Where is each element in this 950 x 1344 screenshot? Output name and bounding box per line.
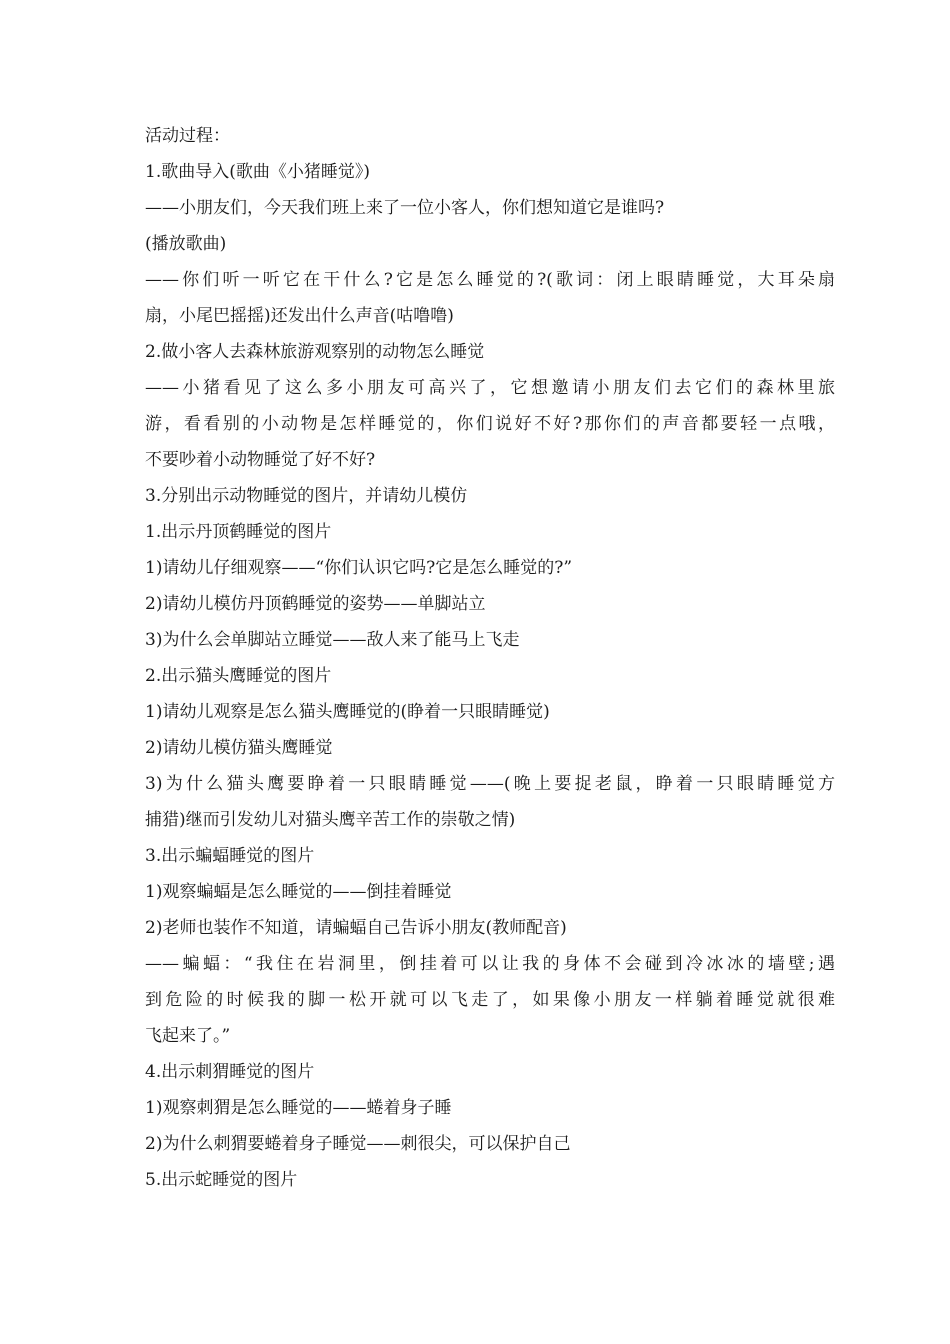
text-line: 3)为什么会单脚站立睡觉——敌人来了能马上飞走 bbox=[145, 630, 520, 650]
text-line: 不要吵着小动物睡觉了好不好? bbox=[145, 450, 376, 470]
text-line: ——小朋友们，今天我们班上来了一位小客人，你们想知道它是谁吗? bbox=[145, 198, 665, 218]
text-line: ——小猪看见了这么多小朋友可高兴了，它想邀请小朋友们去它们的森林里旅 bbox=[145, 378, 835, 398]
text-line: 1)观察刺猬是怎么睡觉的——蜷着身子睡 bbox=[145, 1098, 452, 1118]
text-line: 扇，小尾巴摇摇)还发出什么声音(咕噜噜) bbox=[145, 306, 454, 326]
subsection-heading: 1.出示丹顶鹤睡觉的图片 bbox=[145, 522, 332, 542]
text-line: ——蝙蝠：“我住在岩洞里，倒挂着可以让我的身体不会碰到冷冰冰的墙壁;遇 bbox=[145, 954, 835, 974]
text-line: ——你们听一听它在干什么?它是怎么睡觉的?(歌词：闭上眼睛睡觉，大耳朵扇 bbox=[145, 270, 835, 290]
text-line: 2)为什么刺猬要蜷着身子睡觉——刺很尖，可以保护自己 bbox=[145, 1134, 571, 1154]
subsection-heading: 3.出示蝙蝠睡觉的图片 bbox=[145, 846, 315, 866]
text-line: (播放歌曲) bbox=[145, 234, 227, 254]
text-line: 到危险的时候我的脚一松开就可以飞走了，如果像小朋友一样躺着睡觉就很难 bbox=[145, 990, 835, 1010]
text-line: 游，看看别的小动物是怎样睡觉的，你们说好不好?那你们的声音都要轻一点哦， bbox=[145, 414, 835, 434]
section-heading: 1.歌曲导入(歌曲《小猪睡觉》) bbox=[145, 162, 370, 182]
text-line: 2)老师也装作不知道，请蝙蝠自己告诉小朋友(教师配音) bbox=[145, 918, 567, 938]
text-line: 2)请幼儿模仿丹顶鹤睡觉的姿势——单脚站立 bbox=[145, 594, 486, 614]
text-line: 捕猎)继而引发幼儿对猫头鹰辛苦工作的崇敬之情) bbox=[145, 810, 516, 830]
subsection-heading: 4.出示刺猬睡觉的图片 bbox=[145, 1062, 315, 1082]
subsection-heading: 5.出示蛇睡觉的图片 bbox=[145, 1170, 298, 1190]
section-heading: 3.分别出示动物睡觉的图片，并请幼儿模仿 bbox=[145, 486, 468, 506]
text-line: 3)为什么猫头鹰要睁着一只眼睛睡觉——(晚上要捉老鼠，睁着一只眼睛睡觉方 bbox=[145, 774, 835, 794]
text-line: 1)观察蝙蝠是怎么睡觉的——倒挂着睡觉 bbox=[145, 882, 452, 902]
text-line: 飞起来了。” bbox=[145, 1026, 231, 1046]
subsection-heading: 2.出示猫头鹰睡觉的图片 bbox=[145, 666, 332, 686]
text-line: 2)请幼儿模仿猫头鹰睡觉 bbox=[145, 738, 333, 758]
text-line: 1)请幼儿观察是怎么猫头鹰睡觉的(睁着一只眼睛睡觉) bbox=[145, 702, 550, 722]
text-line: 活动过程： bbox=[145, 126, 230, 146]
text-line: 1)请幼儿仔细观察——“你们认识它吗?它是怎么睡觉的?” bbox=[145, 558, 573, 578]
section-heading: 2.做小客人去森林旅游观察别的动物怎么睡觉 bbox=[145, 342, 485, 362]
document-body bbox=[145, 118, 835, 1198]
